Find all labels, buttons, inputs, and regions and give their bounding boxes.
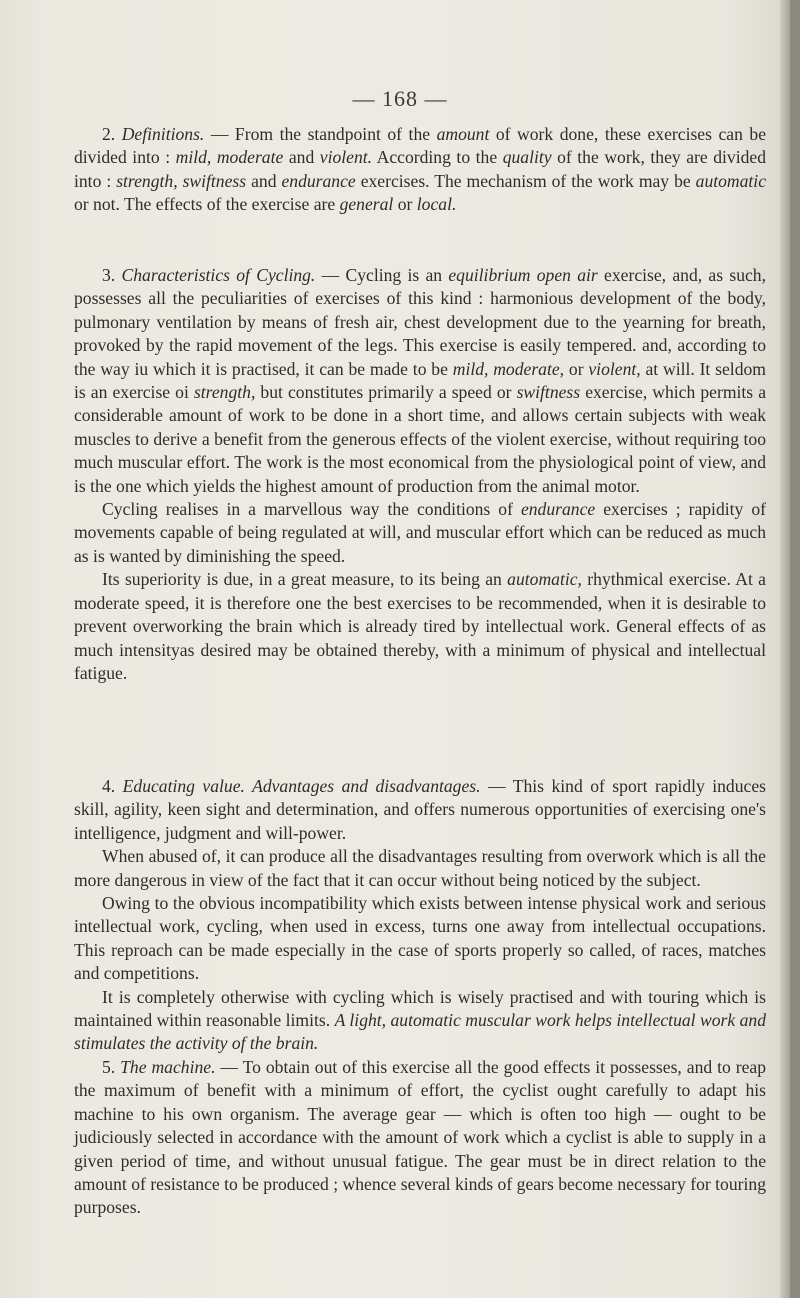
text-run: or [393, 194, 417, 215]
italic-text: endurance [520, 499, 596, 520]
italic-text: Characteristics of Cycling. [121, 265, 316, 285]
text-run: and [283, 147, 320, 168]
paragraph [74, 986, 766, 1056]
text-run: of the work, they are divided into : [74, 147, 767, 191]
text-run: at will. It seldom is an exercise oi [74, 358, 766, 403]
paragraph [74, 845, 766, 892]
text-run: exercises. The mechanism of the work may be [355, 170, 696, 191]
paragraph [74, 775, 766, 845]
italic-text: automatic, [507, 569, 582, 590]
text-run: According to the [372, 147, 503, 168]
italic-text: Educating value. Advantages and disadvantages. [122, 776, 481, 796]
paragraph [74, 568, 766, 685]
text-run: exercises ; rapidity of movements capable of being regulated at will, and muscular effort which can be reduced as much as is wanted by diminishing the speed. [74, 499, 766, 566]
text-run: or [564, 358, 589, 379]
text-run: Cycling realises in a marvellous way the conditions of [102, 499, 521, 520]
page-edge-shadow [780, 0, 790, 1298]
italic-text: local. [416, 194, 457, 215]
text-run: 3. [102, 265, 122, 285]
text-run: exercise, and, as such, possesses all the peculiarities of exercises of this kind : harmonious development of the body, pulmonary ventilation by means of fresh air, chest development due to the yearning for breath, provoked by the rapid movement of the legs. This exercise is easily tempered. and, according to the way iu which it is practised, it can be made to be [74, 265, 766, 379]
text-run: but constitutes primarily a speed or [255, 382, 517, 403]
section-educating-value [74, 775, 766, 1056]
italic-text: amount [436, 124, 490, 144]
text-run: 4. [102, 776, 123, 796]
text-run: — Cycling is an [315, 265, 449, 285]
paragraph [74, 498, 766, 568]
italic-text: general [339, 194, 394, 215]
italic-text: violent. [319, 147, 373, 168]
italic-text: violent, [588, 358, 641, 379]
italic-text: automatic [695, 170, 767, 191]
italic-text: A light, automatic muscular work helps intellectual work and stimulates the activity of the brain. [74, 1010, 766, 1054]
italic-text: equilibrium open air [448, 265, 598, 285]
italic-text: Definitions. [121, 124, 205, 144]
paragraph [74, 123, 766, 217]
italic-text: endurance [281, 170, 356, 191]
text-run: or not. The effects of the exercise are [74, 194, 340, 215]
section-characteristics-of-cycling [74, 264, 766, 685]
page-number: — 168 — [352, 86, 448, 111]
italic-text: strength, [193, 382, 256, 403]
italic-text: The machine. [120, 1057, 216, 1077]
section-the-machine [74, 1056, 766, 1220]
text-run: Owing to the obvious incompatibility which exists between intense physical work and serious intellectual work, cycling, when used in excess, turns one away from intellectual occupations. This reproach can be made especially in the case of sports properly so called, of races, matches and competitions. [74, 893, 766, 984]
paragraph [74, 1056, 766, 1220]
italic-text: mild, moderate [175, 147, 284, 168]
text-run: 2. [102, 124, 122, 144]
italic-text: quality [502, 147, 552, 168]
italic-text: mild, moderate, [452, 358, 565, 379]
text-run: When abused of, it can produce all the disadvantages resulting from overwork which is all the more dangerous in view of the fact that it can occur without being noticed by the subject. [74, 846, 766, 890]
text-run: exercise, which permits a considerable amount of work to be done in a short time, and allows certain subjects with weak muscles to derive a benefit from the generous effects of the violent exercise, without requiring too much muscular effort. The work is the most economical from the physiological point of view, and is the one which yields the highest amount of production from the animal motor. [74, 382, 767, 496]
text-run: Its superiority is due, in a great measure, to its being an [102, 569, 508, 590]
paragraph [74, 264, 766, 498]
italic-text: swiftness [516, 382, 581, 403]
text-run: — To obtain out of this exercise all the good effects it possesses, and to reap the maximum of benefit with a minimum of effort, the cyclist ought carefully to adapt his machine to his own organism. The average gear — which is often too high — ought to be judiciously selected in accordance with the amount of work which a cyclist is able to supply in a given period of time, and without unusual fatigue. The gear must be in direct relation to the amount of resistance to be produced ; whence several kinds of gears become necessary for touring purposes. [74, 1057, 767, 1218]
italic-text: strength, swiftness [116, 170, 247, 191]
text-run: of work done, these exercises can be divided into : [74, 124, 766, 168]
text-run: and [246, 170, 282, 191]
text-run: — From the standpoint of the [204, 124, 437, 144]
text-run: — This kind of sport rapidly induces skill, agility, keen sight and determination, and offers numerous opportunities of exercising one's intelligence, judgment and will-power. [74, 776, 766, 843]
text-run: rhythmical exercise. At a moderate speed, it is therefore one the best exercises to be recommended, when it is desirable to prevent overworking the brain which is already tired by intellectual work. General effects of as much intensityas desired may be obtained thereby, with a minimum of physical and intellectual fatigue. [74, 569, 766, 683]
text-run: It is completely otherwise with cycling which is wisely practised and with touring which is maintained within reasonable limits. [74, 986, 766, 1031]
section-definitions [74, 123, 766, 217]
paragraph [74, 892, 766, 986]
text-run: 5. [102, 1057, 121, 1077]
